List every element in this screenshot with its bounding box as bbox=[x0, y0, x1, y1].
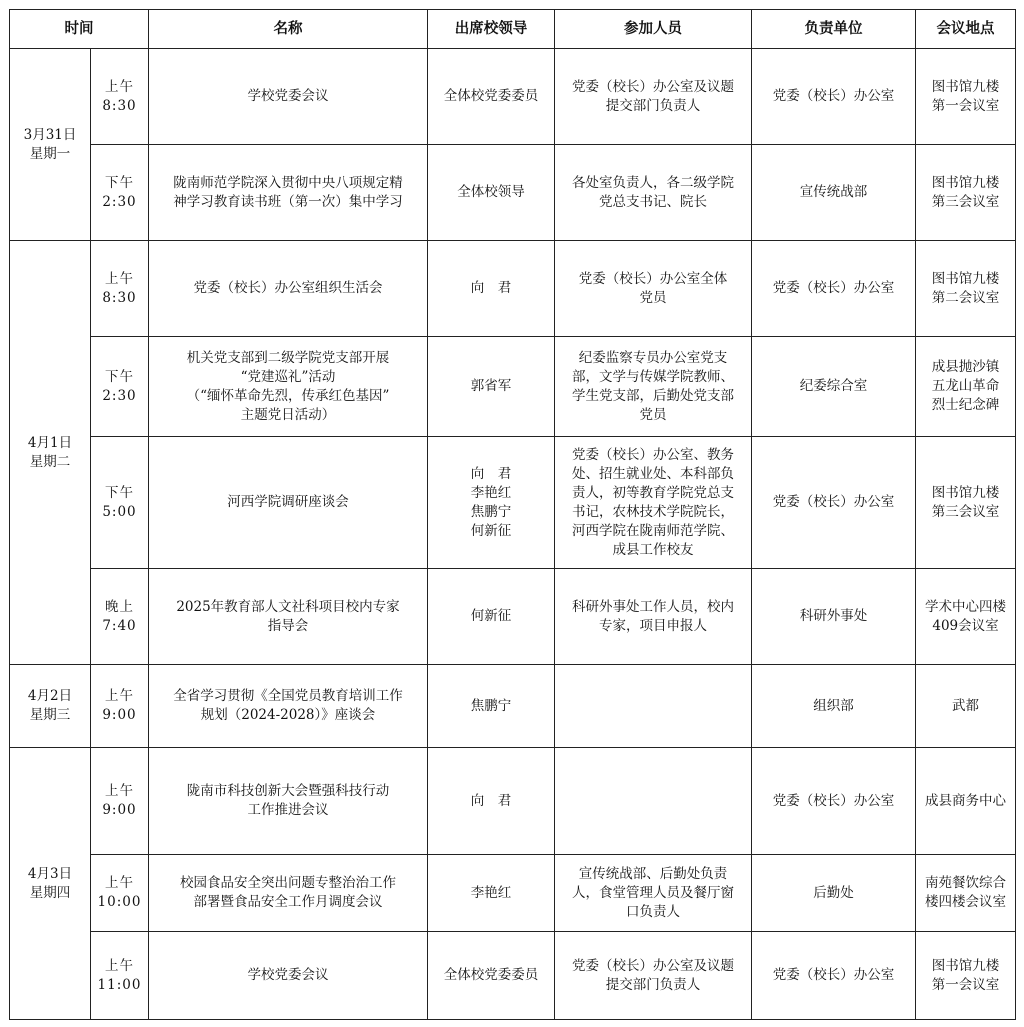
location-cell: 武都 bbox=[916, 665, 1016, 748]
table-row bbox=[10, 437, 1016, 569]
leader-cell: 郭省军 bbox=[428, 337, 555, 437]
table-row bbox=[10, 855, 1016, 932]
meeting-name-cell: 党委（校长）办公室组织生活会 bbox=[149, 241, 428, 337]
location-cell: 学术中心四楼 409会议室 bbox=[916, 569, 1016, 665]
location-cell: 图书馆九楼 第二会议室 bbox=[916, 241, 1016, 337]
unit-cell: 后勤处 bbox=[752, 855, 916, 932]
leader-cell: 全体校党委委员 bbox=[428, 49, 555, 145]
leader-cell: 向 君 bbox=[428, 241, 555, 337]
attendees-cell: 宣传统战部、后勤处负责 人，食堂管理人员及餐厅窗 口负责人 bbox=[555, 855, 752, 932]
location-cell: 图书馆九楼 第一会议室 bbox=[916, 932, 1016, 1020]
time-cell: 下午 2:30 bbox=[91, 337, 149, 437]
day-cell: 3月31日 星期一 bbox=[10, 49, 91, 241]
attendees-cell: 党委（校长）办公室及议题 提交部门负责人 bbox=[555, 49, 752, 145]
unit-cell: 科研外事处 bbox=[752, 569, 916, 665]
header-time: 时间 bbox=[10, 10, 149, 49]
unit-cell: 纪委综合室 bbox=[752, 337, 916, 437]
time-cell: 上午 11:00 bbox=[91, 932, 149, 1020]
time-cell: 上午 10:00 bbox=[91, 855, 149, 932]
unit-cell: 宣传统战部 bbox=[752, 145, 916, 241]
location-cell: 成县商务中心 bbox=[916, 748, 1016, 855]
time-cell: 上午 8:30 bbox=[91, 241, 149, 337]
day-cell: 4月1日 星期二 bbox=[10, 241, 91, 665]
attendees-cell: 党委（校长）办公室、教务 处、招生就业处、本科部负 责人，初等教育学院党总支 书记，农林技术学院院长， 河西学院在陇南师范学院、 成县工作校友 bbox=[555, 437, 752, 569]
header-leader: 出席校领导 bbox=[428, 10, 555, 49]
leader-cell: 全体校党委委员 bbox=[428, 932, 555, 1020]
table-row bbox=[10, 748, 1016, 855]
location-cell: 图书馆九楼 第一会议室 bbox=[916, 49, 1016, 145]
attendees-cell: 科研外事处工作人员，校内 专家，项目申报人 bbox=[555, 569, 752, 665]
header-unit: 负责单位 bbox=[752, 10, 916, 49]
table-row bbox=[10, 49, 1016, 145]
header-attendees: 参加人员 bbox=[555, 10, 752, 49]
leader-cell: 向 君 bbox=[428, 748, 555, 855]
leader-cell: 全体校领导 bbox=[428, 145, 555, 241]
unit-cell: 党委（校长）办公室 bbox=[752, 437, 916, 569]
leader-cell: 何新征 bbox=[428, 569, 555, 665]
attendees-cell: 纪委监察专员办公室党支 部，文学与传媒学院教师、 学生党支部，后勤处党支部 党员 bbox=[555, 337, 752, 437]
leader-cell: 焦鹏宁 bbox=[428, 665, 555, 748]
unit-cell: 党委（校长）办公室 bbox=[752, 748, 916, 855]
time-cell: 上午 9:00 bbox=[91, 748, 149, 855]
header-row bbox=[10, 10, 1016, 49]
meeting-name-cell: 河西学院调研座谈会 bbox=[149, 437, 428, 569]
table-row bbox=[10, 241, 1016, 337]
location-cell: 南苑餐饮综合 楼四楼会议室 bbox=[916, 855, 1016, 932]
table-row bbox=[10, 145, 1016, 241]
time-cell: 晚上 7:40 bbox=[91, 569, 149, 665]
meeting-name-cell: 学校党委会议 bbox=[149, 49, 428, 145]
attendees-cell: 党委（校长）办公室全体 党员 bbox=[555, 241, 752, 337]
meeting-name-cell: 机关党支部到二级学院党支部开展 “党建巡礼”活动 （“缅怀革命先烈，传承红色基因” 主题党日活动） bbox=[149, 337, 428, 437]
time-cell: 上午 8:30 bbox=[91, 49, 149, 145]
location-cell: 成县抛沙镇 五龙山革命 烈士纪念碑 bbox=[916, 337, 1016, 437]
table-row bbox=[10, 665, 1016, 748]
meeting-name-cell: 全省学习贯彻《全国党员教育培训工作 规划（2024-2028）》座谈会 bbox=[149, 665, 428, 748]
meeting-name-cell: 2025年教育部人文社科项目校内专家 指导会 bbox=[149, 569, 428, 665]
header-location: 会议地点 bbox=[916, 10, 1016, 49]
meeting-name-cell: 陇南市科技创新大会暨强科技行动 工作推进会议 bbox=[149, 748, 428, 855]
location-cell: 图书馆九楼 第三会议室 bbox=[916, 437, 1016, 569]
attendees-cell: 党委（校长）办公室及议题 提交部门负责人 bbox=[555, 932, 752, 1020]
unit-cell: 党委（校长）办公室 bbox=[752, 49, 916, 145]
attendees-cell: 各处室负责人，各二级学院 党总支书记、院长 bbox=[555, 145, 752, 241]
attendees-cell bbox=[555, 665, 752, 748]
time-cell: 上午 9:00 bbox=[91, 665, 149, 748]
time-cell: 下午 2:30 bbox=[91, 145, 149, 241]
meeting-schedule-table bbox=[9, 9, 1016, 1020]
location-cell: 图书馆九楼 第三会议室 bbox=[916, 145, 1016, 241]
table-row bbox=[10, 337, 1016, 437]
header-name: 名称 bbox=[149, 10, 428, 49]
time-cell: 下午 5:00 bbox=[91, 437, 149, 569]
table-row bbox=[10, 932, 1016, 1020]
meeting-name-cell: 学校党委会议 bbox=[149, 932, 428, 1020]
attendees-cell bbox=[555, 748, 752, 855]
unit-cell: 组织部 bbox=[752, 665, 916, 748]
day-cell: 4月3日 星期四 bbox=[10, 748, 91, 1020]
unit-cell: 党委（校长）办公室 bbox=[752, 241, 916, 337]
meeting-name-cell: 校园食品安全突出问题专整治治工作 部署暨食品安全工作月调度会议 bbox=[149, 855, 428, 932]
meeting-name-cell: 陇南师范学院深入贯彻中央八项规定精 神学习教育读书班（第一次）集中学习 bbox=[149, 145, 428, 241]
table-row bbox=[10, 569, 1016, 665]
leader-cell: 李艳红 bbox=[428, 855, 555, 932]
day-cell: 4月2日 星期三 bbox=[10, 665, 91, 748]
unit-cell: 党委（校长）办公室 bbox=[752, 932, 916, 1020]
leader-cell: 向 君 李艳红 焦鹏宁 何新征 bbox=[428, 437, 555, 569]
